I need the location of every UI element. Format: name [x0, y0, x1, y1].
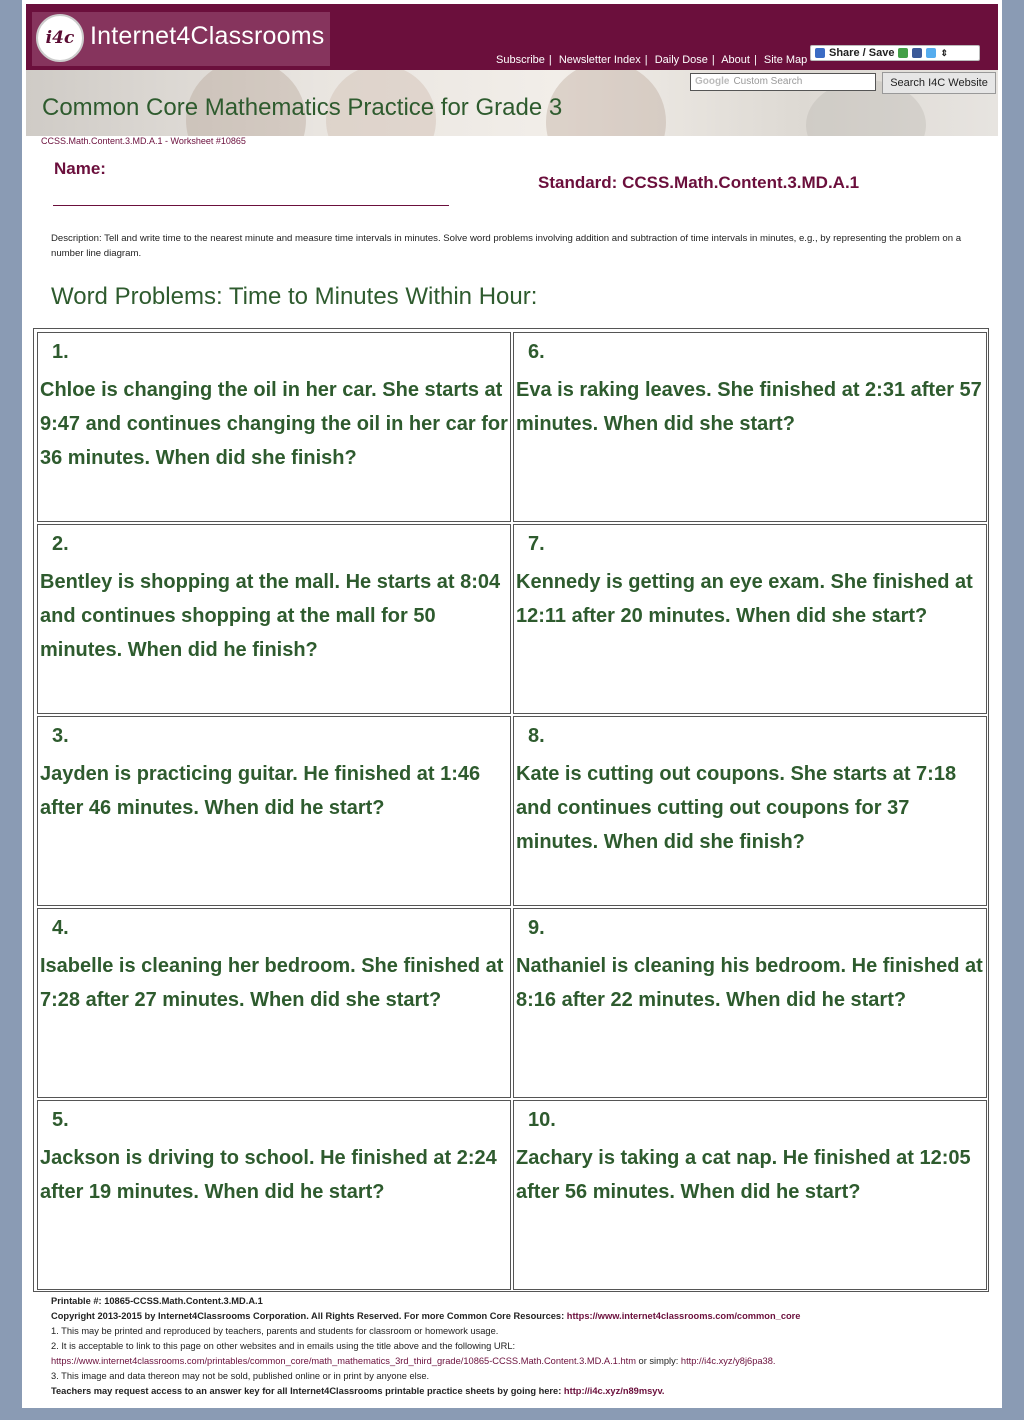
problem-number: 8.	[528, 725, 545, 747]
worksheet-id: CCSS.Math.Content.3.MD.A.1 - Worksheet #10865	[41, 136, 246, 146]
banner-photo	[546, 70, 666, 136]
logo-badge-icon: i4c	[36, 14, 84, 62]
email-icon	[898, 48, 908, 58]
problem-text: Eva is raking leaves. She finished at 2:31 after 57 minutes. When did she start?	[516, 379, 982, 435]
problem-text: Kennedy is getting an eye exam. She finished at 12:11 after 20 minutes. When did she start?	[516, 571, 973, 627]
problem-cell	[513, 908, 987, 1098]
problem-number: 9.	[528, 917, 545, 939]
problem-cell	[37, 908, 511, 1098]
short-url-link[interactable]: http://i4c.xyz/y8j6pa38.	[680, 1356, 776, 1366]
problems-grid	[33, 328, 989, 1292]
share-plus-icon	[815, 48, 825, 58]
problem-text: Chloe is changing the oil in her car. She starts at 9:47 and continues changing the oil in her car for 36 minutes. When did she finish?	[40, 379, 508, 469]
problem-cell	[37, 716, 511, 906]
description: Description: Tell and write time to the nearest minute and measure time intervals in minutes. Solve word problems involving addition and subtraction of time intervals in minutes, e.g., by representing the problem on a number line diagram.	[51, 233, 962, 259]
nav-link-subscribe[interactable]: Subscribe	[496, 54, 545, 66]
problem-number: 7.	[528, 533, 545, 555]
problem-number: 6.	[528, 341, 545, 363]
problem-cell	[37, 524, 511, 714]
footer	[51, 1294, 991, 1399]
problem-text: Jayden is practicing guitar. He finished at 1:46 after 46 minutes. When did he start?	[40, 763, 481, 819]
answer-key-note	[51, 1384, 991, 1399]
copyright	[51, 1309, 991, 1324]
problem-cell	[37, 332, 511, 522]
page	[22, 0, 1002, 1408]
problem-text: Nathaniel is cleaning his bedroom. He finished at 8:16 after 22 minutes. When did he start?	[516, 955, 983, 1011]
search-button[interactable]: Search I4C Website	[882, 72, 996, 94]
problem-text: Jackson is driving to school. He finished at 2:24 after 19 minutes. When did he start?	[40, 1147, 497, 1203]
problem-cell	[513, 332, 987, 522]
page-title: Common Core Mathematics Practice for Grade 3	[42, 94, 563, 121]
printable-number: Printable #: 10865-CCSS.Math.Content.3.MD.A.1	[51, 1296, 263, 1306]
problem-cell	[513, 524, 987, 714]
answer-key-text: Teachers may request access to an answer key for all Internet4Classrooms printable practice sheets by going here:	[51, 1386, 562, 1396]
chevron-updown-icon: ⇕	[940, 47, 948, 58]
share-label: Share / Save	[829, 47, 895, 59]
problem-number: 5.	[52, 1109, 69, 1131]
problem-number: 1.	[52, 341, 69, 363]
answer-key-link[interactable]: http://i4c.xyz/n89msyv.	[563, 1386, 665, 1396]
site-header	[26, 4, 998, 70]
google-logo: Google	[695, 76, 730, 87]
standard-value: CCSS.Math.Content.3.MD.A.1	[622, 173, 860, 192]
url-or-simply: or simply:	[638, 1356, 679, 1366]
problem-text: Kate is cutting out coupons. She starts at 7:18 and continues cutting out coupons for 37 minutes. When did she finish?	[516, 763, 957, 853]
usage-note-1: 1. This may be printed and reproduced by teachers, parents and students for classroom or homework usage.	[51, 1326, 499, 1336]
top-nav: Subscribe | Newsletter Index | Daily Dose | About | Site Map	[496, 54, 808, 66]
section-title: Word Problems: Time to Minutes Within Hour:	[51, 283, 538, 310]
problem-text: Isabelle is cleaning her bedroom. She finished at 7:28 after 27 minutes. When did she start?	[40, 955, 504, 1011]
problem-text: Bentley is shopping at the mall. He starts at 8:04 and continues shopping at the mall for 50 minutes. When did he finish?	[40, 571, 501, 661]
facebook-icon	[912, 48, 922, 58]
search-placeholder: Custom Search	[733, 76, 803, 87]
worksheet-url-link[interactable]: https://www.internet4classrooms.com/printables/common_core/math_mathematics_3rd_third_grade/10865-CCSS.Math.Content.3.MD.A.1.htm	[51, 1356, 636, 1366]
common-core-link[interactable]: https://www.internet4classrooms.com/common_core	[566, 1311, 801, 1321]
standard-label: Standard:	[538, 173, 618, 192]
name-label: Name:	[54, 159, 106, 178]
usage-note-2: 2. It is acceptable to link to this page on other websites and in emails using the title above and the following URL:	[51, 1341, 516, 1351]
twitter-icon	[926, 48, 936, 58]
standard	[538, 173, 859, 193]
site-name: Internet4Classrooms	[90, 22, 325, 50]
nav-link-about[interactable]: About	[721, 54, 750, 66]
nav-link-daily-dose[interactable]: Daily Dose	[654, 54, 708, 66]
share-save-button[interactable]	[810, 45, 980, 61]
name-blank-line	[53, 205, 449, 206]
problem-number: 3.	[52, 725, 69, 747]
usage-note-3: 3. This image and data thereon may not be sold, published online or in print by anyone else.	[51, 1371, 430, 1381]
problem-cell	[513, 1100, 987, 1290]
search-input[interactable]	[690, 73, 876, 91]
problem-number: 2.	[52, 533, 69, 555]
problem-cell	[37, 1100, 511, 1290]
problem-text: Zachary is taking a cat nap. He finished at 12:05 after 56 minutes. When did he start?	[516, 1147, 971, 1203]
problem-number: 4.	[52, 917, 69, 939]
problem-cell	[513, 716, 987, 906]
copyright-text: Copyright 2013-2015 by Internet4Classrooms Corporation. All Rights Reserved. For more Common Core Resources:	[51, 1311, 565, 1321]
nav-link-site-map[interactable]: Site Map	[763, 54, 808, 66]
site-logo[interactable]	[32, 12, 330, 66]
nav-link-newsletter-index[interactable]: Newsletter Index	[558, 54, 641, 66]
usage-note-2-urls	[51, 1354, 991, 1369]
banner	[26, 70, 998, 136]
problem-number: 10.	[528, 1109, 556, 1131]
